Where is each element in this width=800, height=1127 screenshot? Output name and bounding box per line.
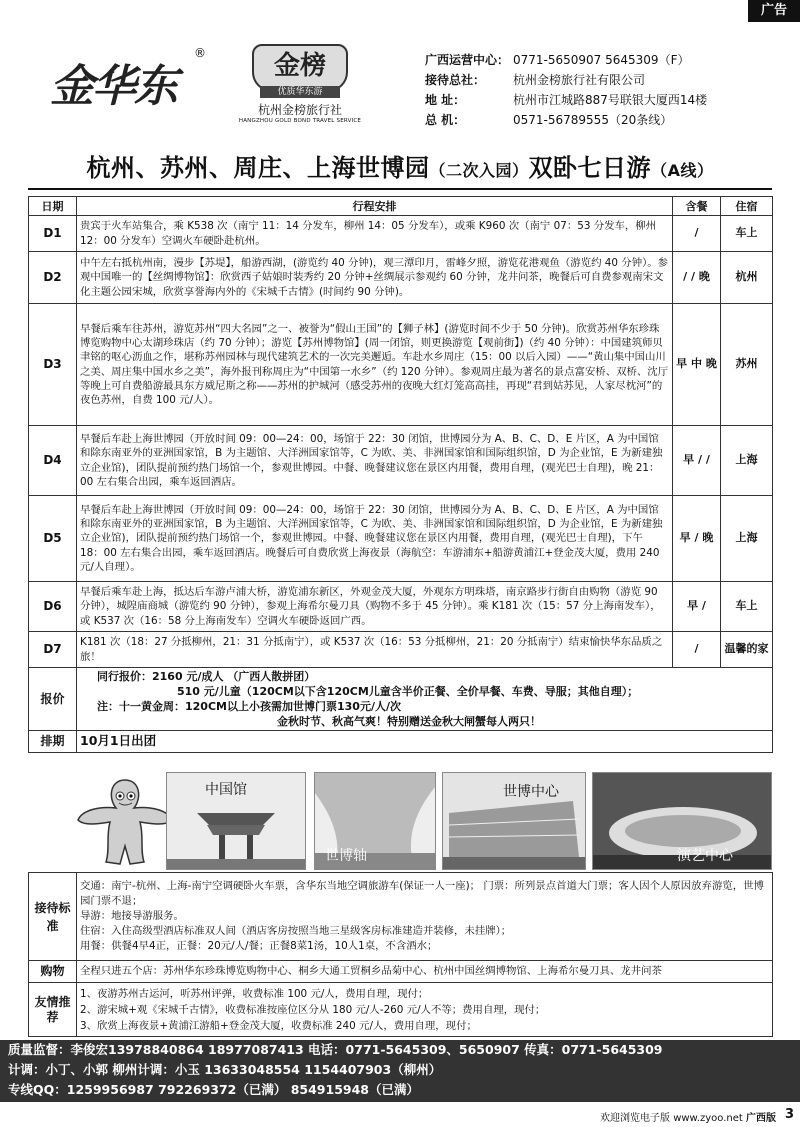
table-row: D3 早餐后乘车往苏州，游览苏州“四大名园”之一、被誉为“假山王国”的【狮子林】(游览时间不少于 50 分钟)。欣赏苏州华东珍珠博览购物中心太湖珍珠店（约 70 分钟）；游览【苏州博物馆】(周一闭馆，则更换游览【观前街】)（约 40 分钟）：中国建筑师贝聿铭的呕心沥血之作，堪称苏州园林与现代建筑艺术的一次完美邂逅。车赴水乡周庄（15：00 以后入园）——“黄山集中国山川之美、周庄集中国水乡之美”，海外报刊称周庄为“中国第一水乡”（约 120 分钟）。参观周庄最为著名的景点富安桥、双桥、沈厅等晚上可自费船游最具东方威尼斯之称——苏州的护城河（感受苏州的夜晚大红灯笼高高挂，再现“君到姑苏见，人家尽枕河”的夜色苏州，自费 100 元/人）。 早 中 晚 苏州 [29, 304, 773, 426]
schedule-row: 排期 10月1日出团 [29, 731, 773, 753]
brand1-name: 金华东 [50, 61, 176, 112]
ad-tag: 广告 [748, 0, 800, 22]
expo-photo-banner [28, 766, 772, 872]
table-row: D5 早餐后车赴上海世博园（开放时间 09：00—24：00，场馆于 22：30 闭馆，世博园分为 A、B、C、D、E 片区，A 为中国馆和除东南亚外的亚洲国家馆，B 为主题馆、大洋洲国家馆等，C 为欧、美、非洲国家馆和国际组织馆，D 为企业馆，E 为新建独立企业馆)，团队提前预约热门场馆一个，参观世博园。中餐、晚餐建议您在景区内用餐，费用自理，(观光巴士自理)，下午 18：00 左右集合出园，乘车返回酒店。晚餐后可自费欣赏上海夜景（海航空：车游浦东+船游黄浦江+登金茂大厦，费用 240 元/人自理）。 早 / 晚 上海 [29, 496, 773, 582]
recommend-row: 友情推荐 1、夜游苏州古运河，听苏州评弹，收费标准 100 元/人，费用自理，现付； 2、游宋城+观《宋城千古情》，收费标准按座位区分从 180 元/人-260 元/人不等；费用自理，现付； 3、欣赏上海夜景+黄浦江游船+登金茂大厦，收费标准 240 元/人，费用自理，现付； [29, 983, 773, 1037]
photo-expo-center: 世博中心 [442, 772, 586, 870]
haibao-mascot-icon [70, 776, 180, 868]
page-footer: 欢迎浏览电子版 www.zyoo.net 广西版 3 [600, 1107, 794, 1124]
contact-info: 广西运营中心： 0771-5650907 5645309（F） 接待总社： 杭州金榜旅行社有限公司 地 址： 杭州市江城路887号联银大厦西14楼 总 机： 0571-56789555（20条线） [425, 53, 708, 127]
table-row: D1 贵宾于火车站集合，乘 K538 次（南宁 11：14 分发车，柳州 14：05 分发车），或乘 K960 次（南宁 07：53 分发车，柳州 12：00 分发车）空调火车硬卧赴杭州。 / 车上 [29, 216, 773, 252]
shopping-row: 购物 全程只进五个店：苏州华东珍珠博览购物中心、桐乡大通工贸桐乡品菊中心、杭州中国丝绸博物馆、上海希尔曼刀具、龙井问茶 [29, 961, 773, 983]
header [30, 40, 770, 132]
jinhuadong-logo: 金华东 ® [50, 46, 206, 112]
table-row: D2 中午左右抵杭州南，漫步【苏堤】，船游西湖，(游览约 40 分钟)，观三潭印月，雷峰夕照，游览花港观鱼（游览约 40 分钟）。参观中国唯一的【丝绸博物馆】：欣赏西子姑娘时装秀约 20 分钟+丝绸展示参观约 60 分钟，龙井问茶，晚餐后可自费参观南宋文化主题公园宋城，欣赏享誉海内外的《宋城千古情》(时间约 90 分钟)。 / / 晚 杭州 [29, 252, 773, 304]
standards-row: 接待标准 交通：南宁-杭州、上海-南宁空调硬卧火车票，含华东当地空调旅游车(保证一人一座)； 门票：所列景点首道大门票；客人因个人原因放弃游览，世博园门票不退； 导游：地接导游服务。 住宿：入住高级型酒店标准双人间（酒店客房按照当地三星级客房标准建造并装修，未挂牌）； 用餐：供餐4早4正，正餐：20元/人/餐；正餐8菜1汤，10人1桌，不含酒水； [29, 873, 773, 961]
page-title: 杭州、苏州、周庄、上海世博园（二次入园）双卧七日游（A线） [86, 154, 714, 182]
photo-performing-arts-center: 演艺中心 [592, 772, 772, 870]
photo-china-pavilion: 中国馆 [166, 772, 306, 870]
price-row: 报价 同行报价：2160 元/成人 （广西人散拼团） 510 元/儿童（120CM以下含120CM儿童含半价正餐、全价早餐、车费、导服；其他自理）； 注：十一黄金周：120CM以上小孩需加世博门票130元/人/次 金秋时节、秋高气爽！特别赠送金秋大闸蟹每人两只！ [29, 668, 773, 731]
itinerary-table: 日期 行程安排 含餐 住宿 D1 贵宾于火车站集合，乘 K538 次（南宁 11：14 分发车，柳州 14：05 分发车），或乘 K960 次（南宁 07：53 分发车，柳州 12：00 分发车）空调火车硬卧赴杭州。 / 车上 D2 中午左右抵杭州南，漫步【苏堤】，船游西湖，(游览约 40 分钟)，观三潭印月，雷峰夕照，游览花港观鱼（游览约 40 分钟）。参观中国唯一的【丝绸博物馆】：欣赏西子姑娘时装秀约 20 分钟+丝绸展示参观约 60 分钟，龙井问茶，晚餐后可自费参观南宋文化主题公园宋城，欣赏享誉海内外的《宋城千古情》(时间约 90 分钟)。 / / 晚 杭州 D3 早餐后乘车往苏州，游览苏州“四大名园”之一、被誉为“假山王国”的【狮子林】(游览时间不少于 50 分钟)。欣赏苏州华东珍珠博览购物中心太湖珍珠店（约 70 分钟）；游览【苏州博物馆】(周一闭馆，则更换游览【观前街】)（约 40 分钟）：中国建筑师贝聿铭的呕心沥血之作，堪称苏州园林与现代建筑艺术的一次完美邂逅。车赴水乡周庄（15：00 以后入园）——“黄山集中国山川之美、周庄集中国水乡之美”，海外报刊称周庄为“中国第一水乡”（约 120 分钟）。参观周庄最为著名的景点富安桥、双桥、沈厅等晚上可自费船游最具东方威尼斯之称——苏州的护城河（感受苏州的夜晚大红灯笼高高挂，再现“君到姑苏见，人家尽枕河”的夜色苏州，自费 100 元/人）。 早 中 晚 苏州 D4 早餐后车赴上海世博园（开放时间 09：00—24：00，场馆于 22：30 闭馆，世博园分为 A、B、C、D、E 片区，A 为中国馆和除东南亚外的亚洲国家馆，B 为主题馆、大洋洲国家馆等，C 为欧、美、非洲国家馆和国际组织馆，D 为企业馆，E 为新建独立企业馆)，团队提前预约热门场馆一个，参观世博园。中餐、晚餐建议您在景区内用餐，费用自理，(观光巴士自理)，晚 21：00 左右集合出园，乘车返回酒店。 早 / / 上海 D5 早餐后车赴上海世博园（开放时间 09：00—24：00，场馆于 22：30 闭馆，世博园分为 A、B、C、D、E 片区，A 为中国馆和除东南亚外的亚洲国家馆，B 为主题馆、大洋洲国家馆等，C 为欧、美、非洲国家馆和国际组织馆，D 为企业馆，E 为新建独立企业馆)，团队提前预约热门场馆一个，参观世博园。中餐、晚餐建议您在景区内用餐，费用自理，(观光巴士自理)，下午 18：00 左右集合出园，乘车返回酒店。晚餐后可自费欣赏上海夜景（海航空：车游浦东+船游黄浦江+登金茂大厦，费用 240 元/人自理）。 早 / 晚 上海 D6 早餐后乘车赴上海，抵达后车游卢浦大桥，游览浦东新区，外观金茂大厦，外观东方明珠塔，南京路步行街自由购物（游览 90 分钟），城隍庙商城（游览约 90 分钟），参观上海希尔曼刀具（购物不多于 45 分钟）。乘 K181 次（15：57 分上海南发车），或 K537 次（16：58 分上海南发车）空调火车硬卧返回广西。 早 / 车上 D7 K181 次（18：27 分抵柳州，21：31 分抵南宁），或 K537 次（16：53 分抵柳州，21：20 分抵南宁）结束愉快华东品质之旅！ / 温馨的家 报价 同行报价：2160 元/成人 （广西人散拼团） 510 元/儿童（120CM以下含120CM儿童含半价正餐、全价早餐、车费、导服；其他自理）； 注：十一黄金周：120CM以上小孩需加世博门票130元/人/次 金秋时节、秋高气爽！特别赠送金秋大闸蟹每人两只！ 排期 10月1日出团 [28, 196, 773, 753]
page-number: 3 [784, 1107, 794, 1122]
table-row: D6 早餐后乘车赴上海，抵达后车游卢浦大桥，游览浦东新区，外观金茂大厦，外观东方明珠塔，南京路步行街自由购物（游览 90 分钟），城隍庙商城（游览约 90 分钟），参观上海希尔曼刀具（购物不多于 45 分钟）。乘 K181 次（15：57 分上海南发车），或 K537 次（16：58 分上海南发车）空调火车硬卧返回广西。 早 / 车上 [29, 582, 773, 632]
table-row: D7 K181 次（18：27 分抵柳州，21：31 分抵南宁），或 K537 次（16：53 分抵柳州，21：20 分抵南宁）结束愉快华东品质之旅！ / 温馨的家 [29, 632, 773, 668]
service-table [28, 872, 773, 1037]
table-row: D4 早餐后车赴上海世博园（开放时间 09：00—24：00，场馆于 22：30 闭馆，世博园分为 A、B、C、D、E 片区，A 为中国馆和除东南亚外的亚洲国家馆，B 为主题馆、大洋洲国家馆等，C 为欧、美、非洲国家馆和国际组织馆，D 为企业馆，E 为新建独立企业馆)，团队提前预约热门场馆一个，参观世博园。中餐、晚餐建议您在景区内用餐，费用自理，(观光巴士自理)，晚 21：00 左右集合出园，乘车返回酒店。 早 / / 上海 [29, 426, 773, 496]
jinbang-logo: 金榜 优质华东游 杭州金榜旅行社 HANGZHOU GOLD BOND TRAVEL SERVICE [230, 44, 370, 128]
divider [28, 188, 772, 190]
footer-contacts: 质量监督：李俊宏13978840864 18977087413 电话：0771-5645309、5650907 传真：0771-5645309 计调：小丁、小郭 柳州计调：小玉 13633048554 1154407903（柳州） 专线QQ：1259956987 792269372（已满） 854915948（已满） [0, 1040, 800, 1102]
photo-expo-axis: 世博轴 [314, 772, 436, 870]
